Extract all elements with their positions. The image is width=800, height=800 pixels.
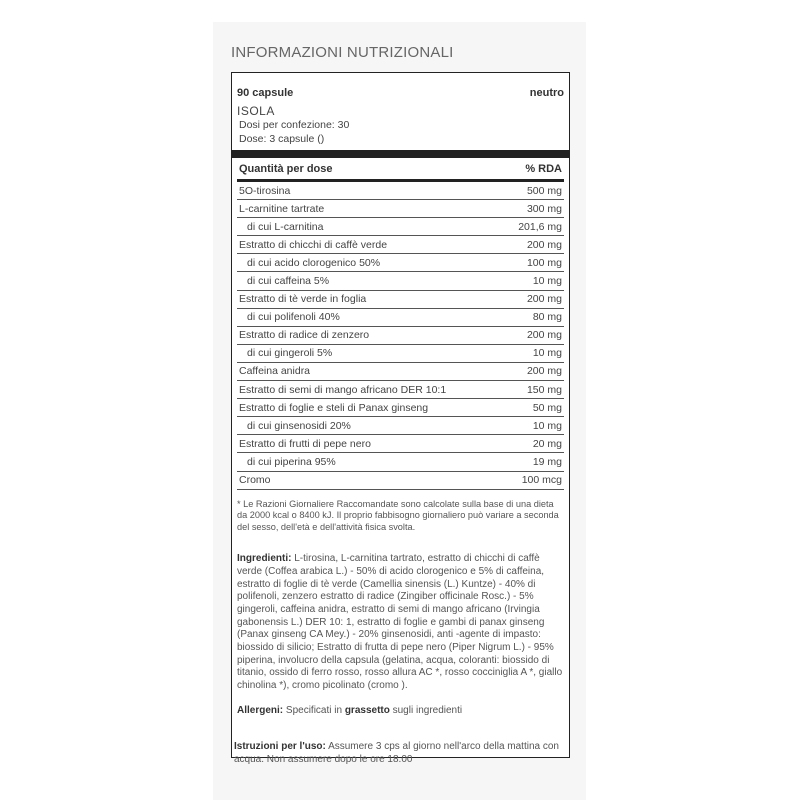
usage-text: Assumere 3 cps al giorno nell'arco della mattina con acqua. Non assumere dopo le ore 18.00 xyxy=(234,741,559,765)
table-row xyxy=(237,236,564,254)
table-row xyxy=(237,435,564,453)
divider-thick xyxy=(232,150,569,158)
flavor: neutro xyxy=(529,87,564,99)
package-size: 90 capsule xyxy=(237,87,294,99)
table-header xyxy=(237,158,564,182)
section-title: INFORMAZIONI NUTRIZIONALI xyxy=(231,44,454,61)
nutrient-amount: 100 mcg xyxy=(521,474,562,487)
allergens-text-before: Specificati in xyxy=(285,704,343,716)
nutrient-name: di cui polifenoli 40% xyxy=(247,311,340,324)
table-row xyxy=(237,345,564,363)
nutrition-label xyxy=(231,72,570,758)
nutrient-name: Estratto di chicchi di caffè verde xyxy=(239,238,388,251)
nutrient-amount: 200 mg xyxy=(526,329,562,342)
table-row xyxy=(237,381,564,399)
brand-name: ISOLA xyxy=(237,104,275,118)
nutrient-amount: 300 mg xyxy=(526,202,562,215)
allergens-block xyxy=(237,705,564,716)
nutrition-panel xyxy=(213,22,586,800)
serving-size: Dose: 3 capsule () xyxy=(239,133,325,145)
nutrient-amount: 201,6 mg xyxy=(518,220,562,233)
nutrient-amount: 80 mg xyxy=(532,311,562,324)
nutrient-name: di cui piperina 95% xyxy=(247,455,336,468)
table-row xyxy=(237,453,564,471)
nutrient-name: Cromo xyxy=(239,474,271,487)
table-row xyxy=(237,218,564,236)
column-header-rda: % RDA xyxy=(525,163,562,175)
table-row xyxy=(237,272,564,290)
table-row xyxy=(237,327,564,345)
table-row xyxy=(237,254,564,272)
nutrient-amount: 500 mg xyxy=(526,184,562,197)
allergens-bold-word: grassetto xyxy=(344,704,390,716)
ingredients-label: Ingredienti: xyxy=(237,553,292,565)
column-header-amount: Quantità per dose xyxy=(239,163,333,175)
table-row xyxy=(237,363,564,381)
nutrient-name: di cui ginsenosidi 20% xyxy=(247,419,351,432)
nutrition-table xyxy=(237,182,564,490)
table-row xyxy=(237,291,564,309)
nutrient-name: Estratto di radice di zenzero xyxy=(239,329,370,342)
nutrient-amount: 200 mg xyxy=(526,365,562,378)
table-row xyxy=(237,200,564,218)
table-row xyxy=(237,399,564,417)
nutrient-name: Estratto di frutti di pepe nero xyxy=(239,437,371,450)
table-row xyxy=(237,472,564,490)
nutrient-amount: 200 mg xyxy=(526,293,562,306)
rda-footnote: * Le Razioni Giornaliere Raccomandate sono calcolate sulla base di una dieta da 2000 kcal o 8400 kJ. Il proprio fabbisogno giornaliero può variare a seconda del sesso, dell'età e dell'attività fisica svolta. xyxy=(237,498,559,532)
nutrient-name: Caffeina anidra xyxy=(239,365,311,378)
nutrient-amount: 200 mg xyxy=(526,238,562,251)
ingredients-text: L-tirosina, L-carnitina tartrato, estratto di chicchi di caffè verde (Coffea arabica L.) - 50% di acido clorogenico e 5% di caffeina, estratto di foglie di tè verde (Camellia sinensis (L.) Kuntze) - 40% di polifenoli, zenzero estratto di radice (Zingiber officinale Rosc.) - 5% gingeroli, caffeina anidra, estratto di semi di mango africano (Irvingia gabonensis L.) DER 10: 1, estratto di foglie e gambi di panax ginseng (Panax ginseng CA Mey.) - 20% ginsenosidi, anti -agente di impasto: biossido di silicio; Estratto di frutta di pepe nero (Piper Nigrum L.) - 95% piperina, involucro della capsula (gelatina, acqua, coloranti: biossido di titanio, ossido di ferro rosso, rosso allura AC *, rosso cocciniglia A *, giallo chinolina *), cromo picolinato (cromo ). xyxy=(237,553,563,692)
ingredients-block xyxy=(237,553,564,693)
usage-label: Istruzioni per l'uso: xyxy=(234,741,326,752)
nutrient-name: di cui acido clorogenico 50% xyxy=(247,256,381,269)
nutrient-name: Estratto di foglie e steli di Panax ginseng xyxy=(239,401,429,414)
nutrient-amount: 150 mg xyxy=(526,383,562,396)
nutrient-amount: 10 mg xyxy=(532,275,562,288)
table-row xyxy=(237,417,564,435)
nutrient-amount: 20 mg xyxy=(532,437,562,450)
nutrient-amount: 50 mg xyxy=(532,401,562,414)
nutrient-name: Estratto di tè verde in foglia xyxy=(239,293,367,306)
nutrient-name: di cui gingeroli 5% xyxy=(247,347,333,360)
nutrient-amount: 10 mg xyxy=(532,347,562,360)
table-row xyxy=(237,309,564,327)
nutrient-name: di cui caffeina 5% xyxy=(247,275,330,288)
product-summary-row xyxy=(237,87,564,99)
nutrient-name: di cui L-carnitina xyxy=(247,220,324,233)
nutrient-name: L-carnitine tartrate xyxy=(239,202,325,215)
nutrient-name: Estratto di semi di mango africano DER 10:1 xyxy=(239,383,447,396)
nutrient-amount: 19 mg xyxy=(532,455,562,468)
nutrient-name: 5O-tirosina xyxy=(239,184,291,197)
table-row xyxy=(237,182,564,200)
servings-per-pack: Dosi per confezione: 30 xyxy=(239,119,350,131)
allergens-label: Allergeni: xyxy=(237,704,284,716)
nutrient-amount: 100 mg xyxy=(526,256,562,269)
usage-instructions xyxy=(234,740,564,766)
allergens-text-after: sugli ingredienti xyxy=(392,704,463,716)
nutrient-amount: 10 mg xyxy=(532,419,562,432)
